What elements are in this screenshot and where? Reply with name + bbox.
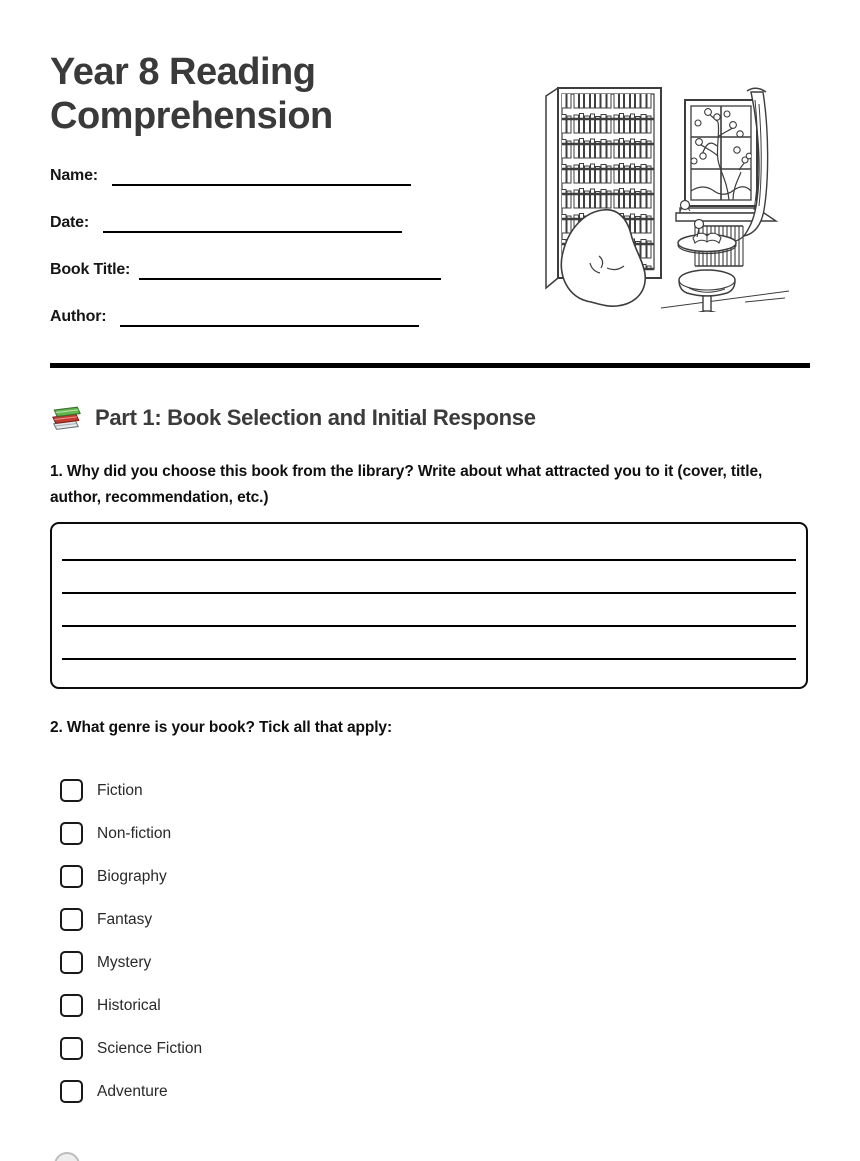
field-label: Date: [50,214,90,231]
field-label: Book Title: [50,261,131,278]
part1-heading-text: Part 1: Book Selection and Initial Response [95,404,536,430]
side-table-drawing [678,220,736,254]
genre-option-row [50,1037,810,1060]
genre-checkbox[interactable] [60,1037,83,1060]
genre-checkbox[interactable] [60,779,83,802]
field-label: Author: [50,308,107,325]
genre-label: Fiction [97,781,143,799]
part1-heading [50,402,810,433]
answer-line [62,592,796,594]
genre-label: Non-fiction [97,824,172,842]
genre-option-row [50,822,810,845]
genre-label: Mystery [97,953,152,971]
genre-checkbox-list [50,779,810,1103]
genre-label: Fantasy [97,910,153,928]
section-divider [50,363,810,368]
partial-emoji-circle [54,1152,80,1161]
genre-checkbox[interactable] [60,994,83,1017]
genre-label: Biography [97,867,167,885]
genre-option-row [50,779,810,802]
question-1-answer-box[interactable] [50,522,808,689]
page-title: Year 8 Reading Comprehension [50,51,333,137]
fill-in-blank-line[interactable] [112,184,411,186]
fill-in-blank-line[interactable] [120,325,419,327]
genre-option-row [50,951,810,974]
genre-checkbox[interactable] [60,951,83,974]
genre-label: Adventure [97,1082,168,1100]
question-1: 1. Why did you choose this book from the library? Write about what attracted you to it (cover, title, author, recommendation, etc.) [50,463,763,506]
genre-checkbox[interactable] [60,908,83,931]
genre-option-row [50,865,810,888]
books-stack-icon [50,402,84,433]
answer-line [62,658,796,660]
stool-drawing [679,270,735,312]
genre-checkbox[interactable] [60,822,83,845]
genre-option-row [50,1080,810,1103]
genre-option-row [50,994,810,1017]
genre-checkbox[interactable] [60,1080,83,1103]
reading-nook-illustration [533,60,833,312]
fill-in-blank-line[interactable] [103,231,402,233]
genre-label: Science Fiction [97,1039,203,1057]
genre-label: Historical [97,996,161,1014]
genre-option-row [50,908,810,931]
genre-checkbox[interactable] [60,865,83,888]
question-2: 2. What genre is your book? Tick all that apply: [50,719,393,736]
fill-in-blank-line[interactable] [139,278,441,280]
answer-line [62,559,796,561]
answer-line [62,625,796,627]
field-label: Name: [50,167,98,184]
